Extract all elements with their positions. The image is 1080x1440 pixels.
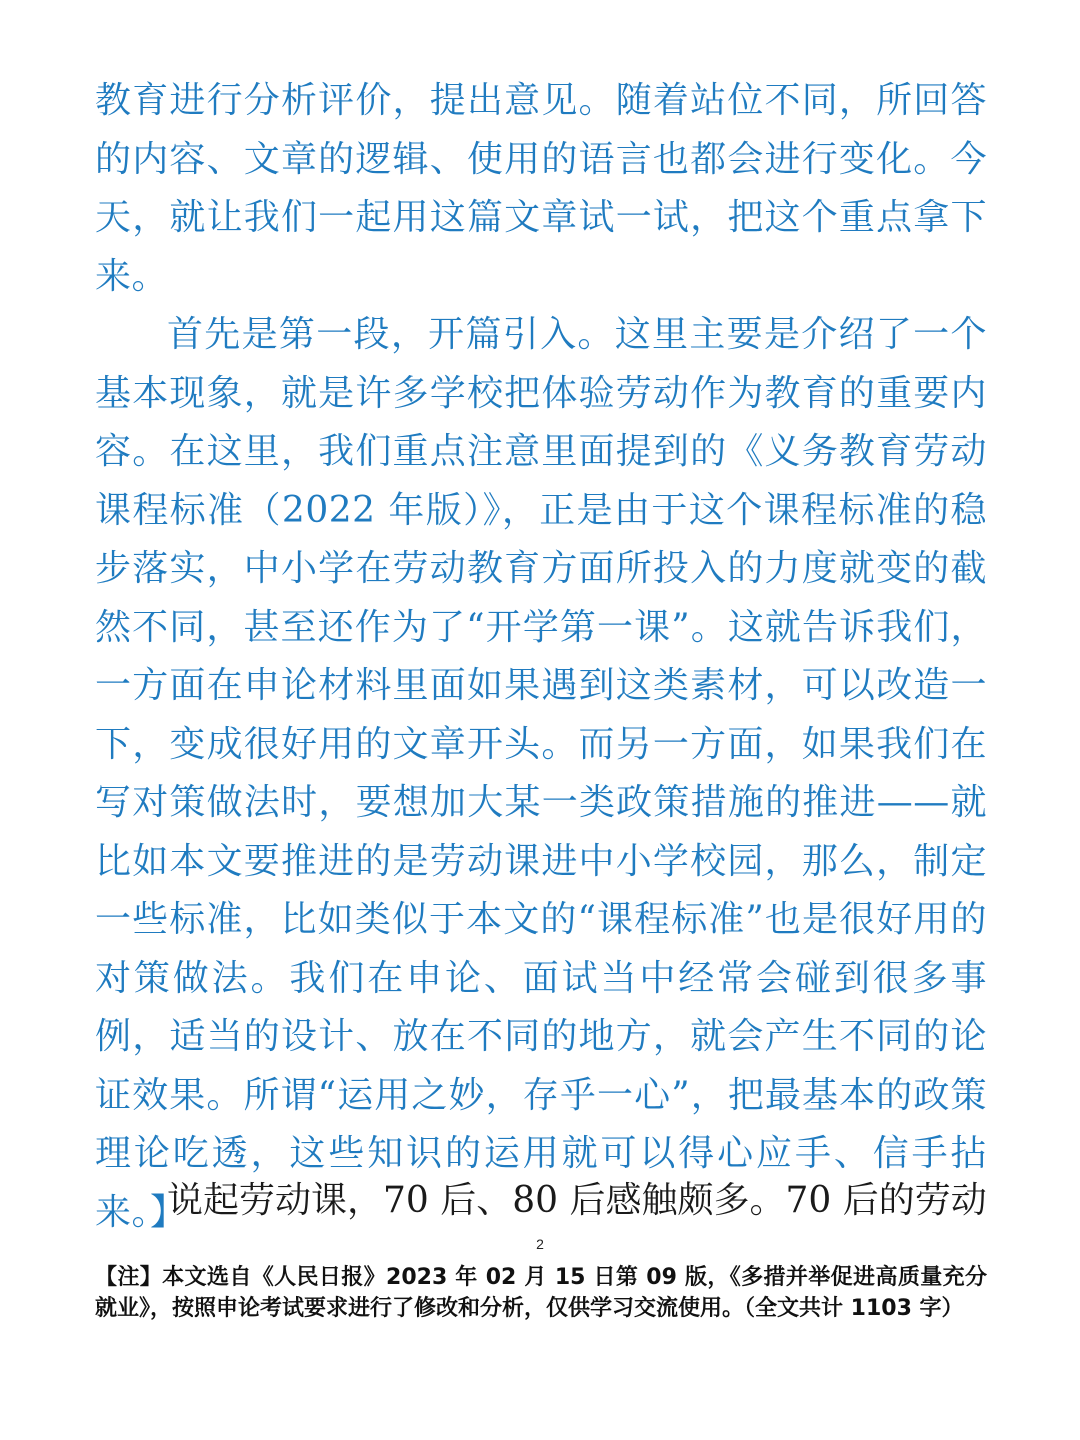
analysis-comment (95, 72, 987, 1242)
comment-paragraph-2: 首先是第一段，开篇引入。这里主要是介绍了一个基本现象，就是许多学校把体验劳动作为教育的重要内容。在这里，我们重点注意里面提到的《义务教育劳动课程标准（2022 年版）》，正是由于这个课程标准的稳步落实，中小学在劳动教育方面所投入的力度就变的截然不同，甚至还作为了“开学第一课”。这就告诉我们，一方面在申论材料里面如果遇到这类素材，可以改造一下，变成很好用的文章开头。而另一方面，如果我们在写对策做法时，要想加大某一类政策措施的推进——就比如本文要推进的是劳动课进中小学校园，那么，制定一些标准，比如类似于本文的“课程标准”也是很好用的对策做法。我们在申论、面试当中经常会碰到很多事例，适当的设计、放在不同的地方，就会产生不同的论证效果。所谓“运用之妙，存乎一心”，把最基本的政策理论吃透，这些知识的运用就可以得心应手、信手拈来。】 (95, 314, 987, 1233)
footnote: 【注】本文选自《人民日报》2023 年 02 月 15 日第 09 版，《多措并举促进高质量充分就业》，按照申论考试要求进行了修改和分析，仅供学习交流使用。（全文共计 1103 字） (95, 1265, 987, 1321)
comment-paragraph-1: 教育进行分析评价，提出意见。随着站位不同，所回答的内容、文章的逻辑、使用的语言也都会进行变化。今天，就让我们一起用这篇文章试一试，把这个重点拿下来。 (95, 80, 987, 297)
page-number: 2 (536, 1236, 544, 1252)
article-body-paragraph: 说起劳动课，70 后、80 后感触颇多。70 后的劳动 (167, 1180, 987, 1221)
